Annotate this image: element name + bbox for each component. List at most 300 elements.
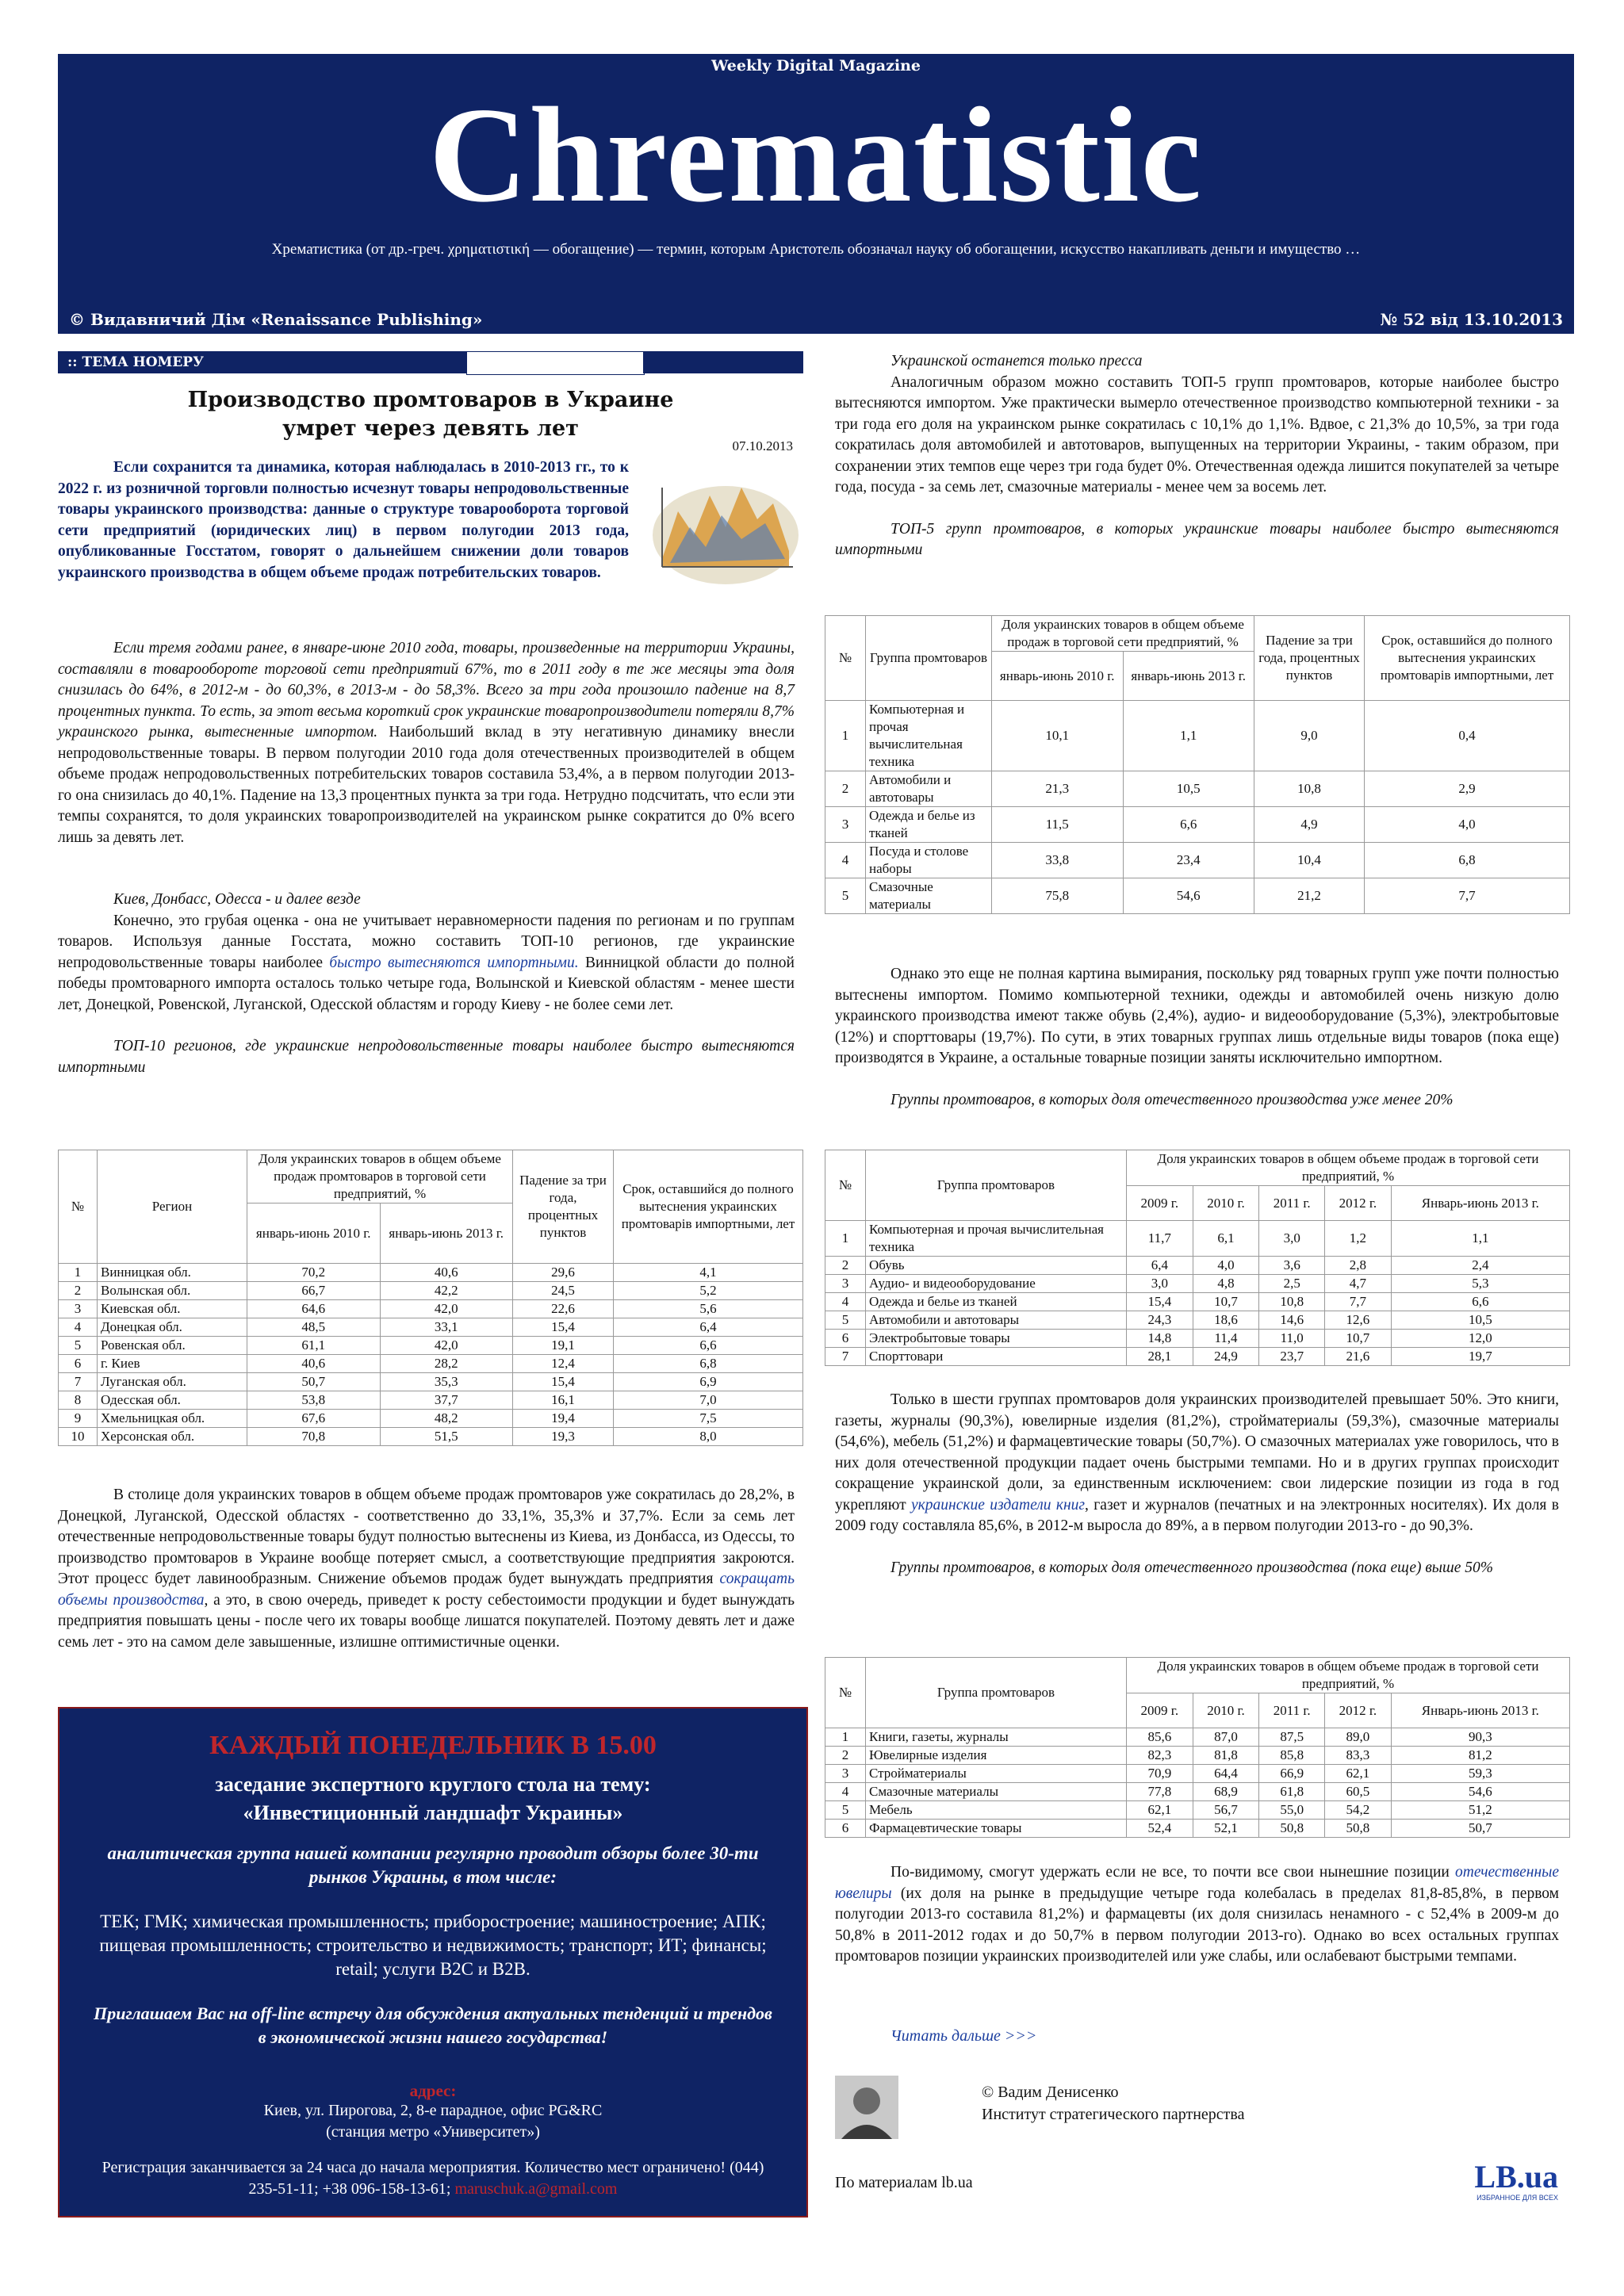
article-date: 07.10.2013 xyxy=(732,438,793,453)
masthead-description: Хрематистика (от др.-греч. χρηματιστική — обогащение) — термин, которым Аристотель обозначал науку об обогащении, искусство накапливать деньги и имущество … xyxy=(271,241,1361,258)
article-title-line1: Производство промтоваров в Украине xyxy=(187,388,674,412)
th-share: Доля украинских товаров в общем объеме продаж в торговой сети предприятий, % xyxy=(992,616,1254,652)
table-cell: 11,5 xyxy=(992,807,1124,843)
table-cell: 8 xyxy=(59,1391,98,1410)
table-cell: 89,0 xyxy=(1325,1728,1392,1747)
paragraph-5: Однако это еще не полная картина вымирания, поскольку ряд товарных групп уже почти полностью вытеснены импортом. Помимо компьютерной техники, одежды и автомобилей очень низкую долю украинского производства имеют также обувь (2,4%), аудио- и видеооборудование (5,3%), электробытовые (12%) и спорттовары (19,7%). По сути, в этих товарных группах лишь отдельные виды товаров (пока еще) производятся в Украине, а остальные товарные позиции заняты исключительно импортном. xyxy=(835,966,1559,1066)
table-cell: 3 xyxy=(825,1275,866,1293)
table-cell: 6,6 xyxy=(614,1337,803,1355)
table-row xyxy=(825,1275,1570,1293)
table-cell: 10,8 xyxy=(1259,1293,1325,1311)
table-cell: 12,0 xyxy=(1391,1330,1569,1348)
table-cell: 15,4 xyxy=(513,1318,614,1337)
table-cell: Аудио- и видеооборудование xyxy=(866,1275,1127,1293)
table-cell: 81,2 xyxy=(1391,1747,1569,1765)
article-illustration xyxy=(646,464,805,591)
table-cell: Фармацевтические товары xyxy=(866,1820,1127,1838)
promo-address1: Киев, ул. Пирогова, 2, 8-е парадное, офис PG&RC xyxy=(263,2102,603,2119)
paragraph-6b: , газет и журналов (печатных и на электронных носителях). Их доля в 2009 году составляла 85,6%, в 2012-м выросла до 89%, а в первом полугодии 2013-го - до 90,3%. xyxy=(835,1496,1560,1534)
table-regions xyxy=(58,1150,803,1446)
table-cell: 4,7 xyxy=(1325,1275,1392,1293)
th-year1: январь-июнь 2010 г. xyxy=(247,1203,381,1264)
paragraph-1-rest: Наибольший вклад в эту негативную динамику внесли непродовольственные товары. В первом полугодии 2010 года доля отечественных производителей в общем объеме продаж непродовольственных потребительских товаров составила 53,4%, а в первом полугодии 2013-го она снизилась до 40,1%. Падение на 13,3 процентных пункта за три года. Нетрудно подсчитать, что если эти темпы сохранятся, то доля украинских товаропроизводителей на украинском рынке сократится до 0% всего лишь за девять лет. xyxy=(58,724,795,846)
table-cell: 54,2 xyxy=(1325,1801,1392,1820)
paragraph-2b: Винницкой области до полной победы промтоварного импорта осталось только четыре года, Волынской и Киевской областям - менее шести лет, Донецкой, Ровенской, Луганской, Одесской областям и городу Киеву - не более семи лет. xyxy=(58,954,795,1013)
table-cell: 4,0 xyxy=(1193,1257,1259,1275)
table-row xyxy=(825,1221,1570,1257)
table-cell: 4,8 xyxy=(1193,1275,1259,1293)
table-row xyxy=(825,1330,1570,1348)
table-cell: 19,4 xyxy=(513,1410,614,1428)
th-share: Доля украинских товаров в общем объеме продаж в торговой сети предприятий, % xyxy=(1127,1658,1570,1693)
caption-table3: Группы промтоваров, в которых доля отечественного производства уже менее 20% xyxy=(891,1091,1454,1108)
link-publishers[interactable]: украинские издатели книг xyxy=(911,1496,1086,1513)
link-jewelers[interactable]: отечественные ювелиры xyxy=(835,1864,1559,1902)
table-cell: 4 xyxy=(825,1783,866,1801)
table-regions-body xyxy=(59,1264,803,1446)
table-cell: 7,7 xyxy=(1365,878,1570,914)
table-cell: 19,3 xyxy=(513,1428,614,1446)
author-photo xyxy=(835,2076,898,2139)
table-cell: 6 xyxy=(825,1330,866,1348)
table-cell: 66,7 xyxy=(247,1282,381,1300)
table-cell: 6,4 xyxy=(1127,1257,1193,1275)
author-org: Институт стратегического партнерства xyxy=(982,2106,1245,2123)
section-tab xyxy=(58,351,466,373)
author-block xyxy=(982,2081,1244,2126)
table-cell: 54,6 xyxy=(1391,1783,1569,1801)
promo-address xyxy=(91,2100,775,2143)
table-cell: Электробытовые товары xyxy=(866,1330,1127,1348)
table-cell: 1,1 xyxy=(1391,1221,1569,1257)
table-cell: 9,0 xyxy=(1254,701,1365,771)
table-cell: Донецкая обл. xyxy=(98,1318,247,1337)
table-cell: Стройматериалы xyxy=(866,1765,1127,1783)
table-cell: 37,7 xyxy=(380,1391,513,1410)
table-cell: Посуда и столове наборы xyxy=(866,843,992,878)
th-term: Срок, оставшийся до полного вытеснения украинских промтоварів импортными, лет xyxy=(1365,616,1570,701)
table-cell: 82,3 xyxy=(1127,1747,1193,1765)
table-cell: 4,1 xyxy=(614,1264,803,1282)
table-cell: 85,8 xyxy=(1259,1747,1325,1765)
th-year: 2009 г. xyxy=(1127,1693,1193,1728)
table-cell: Ювелирные изделия xyxy=(866,1747,1127,1765)
table-cell: 60,5 xyxy=(1325,1783,1392,1801)
table-cell: 62,1 xyxy=(1127,1801,1193,1820)
table-cell: 50,8 xyxy=(1259,1820,1325,1838)
table-cell: 54,6 xyxy=(1123,878,1254,914)
table-cell: 1 xyxy=(825,1221,866,1257)
promo-headline: КАЖДЫЙ ПОНЕДЕЛЬНИК В 15.00 xyxy=(209,1731,657,1760)
th-year: Январь-июнь 2013 г. xyxy=(1391,1693,1569,1728)
table-cell: 10,5 xyxy=(1391,1311,1569,1330)
right-column-body-2 xyxy=(835,964,1559,1111)
promo-address2: (станция метро «Университет») xyxy=(326,2123,540,2141)
table-cell: 6,6 xyxy=(1391,1293,1569,1311)
table-cell: 3 xyxy=(825,807,866,843)
table-cell: 2,5 xyxy=(1259,1275,1325,1293)
table-cell: 3 xyxy=(825,1765,866,1783)
table-above50-body xyxy=(825,1728,1570,1838)
table-row xyxy=(825,1765,1570,1783)
caption-table2: ТОП-5 групп промтоваров, в которых украинские товары наиболее быстро вытесняются импортными xyxy=(835,520,1559,558)
table-cell: Киевская обл. xyxy=(98,1300,247,1318)
paragraph-3a: В столице доля украинских товаров в общем объеме продаж промтоваров уже сократилась до 28,2%, в Донецкой, Луганской, Одесской областях - соответственно до 33,1%, 35,3% и 37,7%. Если за семь лет отечественные непродовольственные товары будут полностью вытеснены из Киева, из Донбасса, из Одессы, то производство промтоваров в Украине вообще потеряет смысл, а соответствующие предприятия закроются. Этот процесс будет лавинообразным. Снижение объемов продаж будет вынуждать предприятия xyxy=(58,1487,795,1587)
table-cell: 11,4 xyxy=(1193,1330,1259,1348)
table-cell: Смазочные материалы xyxy=(866,1783,1127,1801)
promo-reg-text: Регистрация заканчивается за 24 часа до начала мероприятия. Количество мест ограничено! (044) 235-51-11; +38 096-158-13-61; xyxy=(102,2159,764,2198)
table-cell: 4,9 xyxy=(1254,807,1365,843)
right-column-body-4 xyxy=(835,1862,1559,1968)
table-above50 xyxy=(825,1657,1570,1838)
subheading-2: Украинской останется только пресса xyxy=(891,353,1143,369)
promo-registration xyxy=(91,2157,775,2200)
promo-invite: Приглашаем Вас на off-line встречу для обсуждения актуальных тенденций и трендов в экономической жизни нашего государства! xyxy=(94,2003,772,2047)
table-cell: 22,6 xyxy=(513,1300,614,1318)
table-cell: 9 xyxy=(59,1410,98,1428)
table-cell: 11,7 xyxy=(1127,1221,1193,1257)
table-cell: 40,6 xyxy=(247,1355,381,1373)
table-cell: 29,6 xyxy=(513,1264,614,1282)
table-row xyxy=(59,1318,803,1337)
table-cell: 5 xyxy=(825,878,866,914)
table-cell: 50,7 xyxy=(247,1373,381,1391)
table-row xyxy=(825,1257,1570,1275)
table-cell: Одежда и белье из тканей xyxy=(866,807,992,843)
author-name: © Вадим Денисенко xyxy=(982,2084,1119,2101)
table-row xyxy=(825,843,1570,878)
publisher-name: © Видавничий Дім «Renaissance Publishing» xyxy=(69,310,483,329)
table-cell: 50,8 xyxy=(1325,1820,1392,1838)
section-tab-end xyxy=(643,351,803,373)
th-year2: январь-июнь 2013 г. xyxy=(380,1203,513,1264)
table-cell: 5,3 xyxy=(1391,1275,1569,1293)
promo-box xyxy=(58,1707,808,2218)
th-no: № xyxy=(825,1150,866,1221)
table-row xyxy=(825,1747,1570,1765)
table-cell: 85,6 xyxy=(1127,1728,1193,1747)
table-row xyxy=(59,1337,803,1355)
table-below20-body xyxy=(825,1221,1570,1366)
table-cell: 1 xyxy=(825,1728,866,1747)
table-cell: 28,1 xyxy=(1127,1348,1193,1366)
caption-table1: ТОП-10 регионов, где украинские непродовольственные товары наиболее быстро вытесняются импортными xyxy=(58,1038,795,1076)
table-cell: 6,6 xyxy=(1123,807,1254,843)
table-cell: 5,6 xyxy=(614,1300,803,1318)
table-cell: 35,3 xyxy=(380,1373,513,1391)
table-cell: 70,8 xyxy=(247,1428,381,1446)
table-cell: 16,1 xyxy=(513,1391,614,1410)
table-cell: Автомобили и автотовары xyxy=(866,771,992,807)
table-cell: 10,5 xyxy=(1123,771,1254,807)
right-column-body xyxy=(835,351,1559,561)
table-cell: 2,8 xyxy=(1325,1257,1392,1275)
table-cell: Луганская обл. xyxy=(98,1373,247,1391)
th-share: Доля украинских товаров в общем объеме продаж промтоваров в торговой сети предприятий, % xyxy=(247,1150,513,1203)
table-cell: Обувь xyxy=(866,1257,1127,1275)
lb-ua-logo-text: LB.ua xyxy=(1474,2159,1558,2195)
table-cell: 14,8 xyxy=(1127,1330,1193,1348)
table-cell: 42,0 xyxy=(380,1337,513,1355)
th-year: 2012 г. xyxy=(1325,1186,1392,1221)
table-cell: 24,9 xyxy=(1193,1348,1259,1366)
table-cell: Смазочные материалы xyxy=(866,878,992,914)
lb-ua-logo[interactable] xyxy=(1463,2160,1558,2208)
th-group: Группа промтоваров xyxy=(866,1658,1127,1728)
table-cell: 15,4 xyxy=(513,1373,614,1391)
table-cell: 4 xyxy=(825,843,866,878)
table-cell: 3 xyxy=(59,1300,98,1318)
table-cell: 6,8 xyxy=(614,1355,803,1373)
table-row xyxy=(825,1820,1570,1838)
table-cell: 5,2 xyxy=(614,1282,803,1300)
paragraph-3b: , а это, в свою очередь, приведет к росту себестоимости продукции и будет вынуждать предприятия повышать цены - после чего их товары вообще лишатся покупателей. Поэтому девять лет и даже семь лет - это на самом деле завышенные, излишне оптимистичные оценки. xyxy=(58,1591,795,1651)
th-year1: январь-июнь 2010 г. xyxy=(992,652,1124,701)
table-cell: 70,2 xyxy=(247,1264,381,1282)
table-cell: 3,0 xyxy=(1259,1221,1325,1257)
table-cell: 3,6 xyxy=(1259,1257,1325,1275)
table-cell: 67,6 xyxy=(247,1410,381,1428)
table-cell: 7,5 xyxy=(614,1410,803,1428)
table-cell: Мебель xyxy=(866,1801,1127,1820)
article-lead: Если сохранится та динамика, которая наблюдалась в 2010-2013 гг., то к 2022 г. из розничной торговли полностью исчезнут товары непродовольственные товары украинского производства: данные о структуре товарооборота торговой сети предприятий (юридических лиц) в первом полугодии 2013 года, опубликованные Госстатом, говорят о дальнейшем снижении доли товаров украинского производства в общем объеме продаж потребительских товаров. xyxy=(58,459,629,581)
table-cell: 77,8 xyxy=(1127,1783,1193,1801)
table-cell: 75,8 xyxy=(992,878,1124,914)
table-row xyxy=(59,1410,803,1428)
table-cell: 1,2 xyxy=(1325,1221,1392,1257)
right-column-body-3 xyxy=(835,1390,1559,1578)
table-cell: 6,9 xyxy=(614,1373,803,1391)
table-cell: Компьютерная и прочая вычислительная техника xyxy=(866,1221,1127,1257)
section-tab-spacer xyxy=(466,351,645,375)
table-cell: 48,2 xyxy=(380,1410,513,1428)
table-top5-body xyxy=(825,701,1570,914)
table-cell: 66,9 xyxy=(1259,1765,1325,1783)
table-cell: 33,1 xyxy=(380,1318,513,1337)
th-no: № xyxy=(59,1150,98,1264)
table-row xyxy=(59,1391,803,1410)
table-cell: 42,0 xyxy=(380,1300,513,1318)
table-cell: 7,0 xyxy=(614,1391,803,1410)
paragraph-6a: Только в шести группах промтоваров доля украинских производителей превышает 50%. Это книги, газеты, журналы (90,3%), ювелирные изделия (81,2%), стройматериалы (59,3%), смазочные материалы (54,6%), мебель (51,2%) и фармацевтические товары (50,7%). О смазочных материалах уже говорилось, что в них доля отечественной продукции падает очень быстрыми темпами. Но и в других группах происходит сокращение украинской доли, за единственным исключением: свои лидерские позиции из года в год укрепляют xyxy=(835,1391,1559,1513)
table-cell: 6,8 xyxy=(1365,843,1570,878)
table-cell: 2,9 xyxy=(1365,771,1570,807)
paragraph-2a: Конечно, это грубая оценка - она не учитывает неравномерности падения по регионам и по группам товаров. Используя данные Госстата, можно составить ТОП-10 регионов, где украинские непродовольственные товары наиболее xyxy=(58,912,795,971)
table-cell: Волынская обл. xyxy=(98,1282,247,1300)
table-row xyxy=(825,1728,1570,1747)
table-row xyxy=(825,878,1570,914)
table-cell: 52,1 xyxy=(1193,1820,1259,1838)
table-cell: 61,1 xyxy=(247,1337,381,1355)
th-no: № xyxy=(825,616,866,701)
table-cell: Книги, газеты, журналы xyxy=(866,1728,1127,1747)
article-title xyxy=(58,386,803,443)
paragraph-4: Аналогичным образом можно составить ТОП-5 групп промтоваров, которые наиболее быстро вытесняются импортом. Уже практически вымерло отечественное производство компьютерной техники - за три года его доля на украинском рынке сократилась с 10,1% до 1,1%. Вдвое, с 21,3% до 10,5%, за три года сократилась доля автомобилей и автотоваров, выпущенных на территории Украины, - таким образом, при сохранении этих темпов еще через три года будет 0%. Отечественная одежда лишится покупателей за четыре года, посуда - за семь лет, смазочные материалы - менее чем за восемь лет. xyxy=(835,373,1559,496)
promo-subtitle xyxy=(59,1770,806,1827)
th-year: 2009 г. xyxy=(1127,1186,1193,1221)
th-drop: Падение за три года, процентных пунктов xyxy=(513,1150,614,1264)
source-note: По материалам lb.ua xyxy=(835,2174,973,2191)
th-year: 2010 г. xyxy=(1193,1186,1259,1221)
table-cell: 10,7 xyxy=(1193,1293,1259,1311)
table-cell: 11,0 xyxy=(1259,1330,1325,1348)
table-cell: 19,1 xyxy=(513,1337,614,1355)
table-cell: 7 xyxy=(825,1348,866,1366)
table-cell: 48,5 xyxy=(247,1318,381,1337)
table-cell: Компьютерная и прочая вычислительная техника xyxy=(866,701,992,771)
table-cell: 10,8 xyxy=(1254,771,1365,807)
table-cell: 62,1 xyxy=(1325,1765,1392,1783)
table-cell: Хмельницкая обл. xyxy=(98,1410,247,1428)
table-cell: г. Киев xyxy=(98,1355,247,1373)
table-cell: 1,1 xyxy=(1123,701,1254,771)
table-below20 xyxy=(825,1150,1570,1366)
table-row xyxy=(825,807,1570,843)
table-cell: 10,1 xyxy=(992,701,1124,771)
table-cell: 70,9 xyxy=(1127,1765,1193,1783)
table-row xyxy=(825,1783,1570,1801)
table-row xyxy=(59,1355,803,1373)
table-cell: 21,2 xyxy=(1254,878,1365,914)
table-cell: 28,2 xyxy=(380,1355,513,1373)
table-cell: 14,6 xyxy=(1259,1311,1325,1330)
table-cell: 33,8 xyxy=(992,843,1124,878)
th-year: Январь-июнь 2013 г. xyxy=(1391,1186,1569,1221)
table-cell: 56,7 xyxy=(1193,1801,1259,1820)
th-group: Группа промтоваров xyxy=(866,1150,1127,1221)
table-row xyxy=(825,1801,1570,1820)
table-cell: 15,4 xyxy=(1127,1293,1193,1311)
read-more-link[interactable]: Читать дальше >>> xyxy=(891,2027,1037,2045)
table-cell: 7 xyxy=(59,1373,98,1391)
table-cell: Одежда и белье из тканей xyxy=(866,1293,1127,1311)
table-cell: 19,7 xyxy=(1391,1348,1569,1366)
table-cell: 51,2 xyxy=(1391,1801,1569,1820)
table-row xyxy=(825,771,1570,807)
magazine-logo[interactable]: Chrematistic xyxy=(428,80,1204,231)
table-row xyxy=(59,1264,803,1282)
table-cell: 1 xyxy=(59,1264,98,1282)
promo-email-link[interactable]: maruschuk.a@gmail.com xyxy=(454,2180,618,2198)
table-cell: 7,7 xyxy=(1325,1293,1392,1311)
masthead xyxy=(58,54,1574,304)
promo-markets: ТЕК; ГМК; химическая промышленность; приборостроение; машиностроение; АПК; пищевая промышленность; строительство и недвижимость; транспорт; ИТ; финансы; retail; услуги B2C и B2B. xyxy=(99,1911,767,1979)
table-row xyxy=(825,701,1570,771)
table-cell: 6 xyxy=(825,1820,866,1838)
table-cell: 0,4 xyxy=(1365,701,1570,771)
th-drop: Падение за три года, процентных пунктов xyxy=(1254,616,1365,701)
promo-line4: аналитическая группа нашей компании регулярно проводит обзоры более 30-ти рынков Украины, в том числе: xyxy=(107,1843,759,1887)
table-cell: 10 xyxy=(59,1428,98,1446)
table-cell: 10,7 xyxy=(1325,1330,1392,1348)
table-cell: 42,2 xyxy=(380,1282,513,1300)
table-cell: 64,6 xyxy=(247,1300,381,1318)
th-year2: январь-июнь 2013 г. xyxy=(1123,652,1254,701)
table-cell: 83,3 xyxy=(1325,1747,1392,1765)
table-cell: 51,5 xyxy=(380,1428,513,1446)
table-cell: 23,7 xyxy=(1259,1348,1325,1366)
table-cell: 21,6 xyxy=(1325,1348,1392,1366)
table-cell: 5 xyxy=(825,1801,866,1820)
section-label: :: ТЕМА НОМЕРУ xyxy=(67,354,204,370)
table-row xyxy=(825,1311,1570,1330)
table-cell: 3,0 xyxy=(1127,1275,1193,1293)
table-cell: 24,3 xyxy=(1127,1311,1193,1330)
table-cell: 4 xyxy=(825,1293,866,1311)
table-cell: 40,6 xyxy=(380,1264,513,1282)
table-cell: 59,3 xyxy=(1391,1765,1569,1783)
promo-line2: заседание экспертного круглого стола на тему: xyxy=(215,1773,651,1796)
table-cell: 12,4 xyxy=(513,1355,614,1373)
table-cell: 2 xyxy=(59,1282,98,1300)
th-year: 2011 г. xyxy=(1259,1186,1325,1221)
table-cell: 10,4 xyxy=(1254,843,1365,878)
table-cell: 50,7 xyxy=(1391,1820,1569,1838)
table-cell: 6,1 xyxy=(1193,1221,1259,1257)
paragraph-1-italic: Если тремя годами ранее, в январе-июне 2010 года, товары, произведенные на территории Украины, составляли в товарообороте торговой сети предприятий 67%, то в 2011 году в те же месяцы эта доля снизилась до 64%, в 2012-м - до 60,3%, в 2013-м - до 58,3%. Всего за три года произошло падение на 8,7 процентных пункта. То есть, за этот весьма короткий срок украинские товаропроизводители потеряли 8,7% украинского рынка, вытесненные импортом. xyxy=(58,640,795,740)
table-cell: Одесская обл. xyxy=(98,1391,247,1410)
table-cell: 6 xyxy=(59,1355,98,1373)
table-cell: 23,4 xyxy=(1123,843,1254,878)
issue-number: № 52 від 13.10.2013 xyxy=(1380,310,1563,329)
table-cell: Автомобили и автотовары xyxy=(866,1311,1127,1330)
left-column-body xyxy=(58,638,795,1078)
table-cell: 21,3 xyxy=(992,771,1124,807)
table-cell: Ровенская обл. xyxy=(98,1337,247,1355)
table-cell: 5 xyxy=(825,1311,866,1330)
left-column-body-2 xyxy=(58,1485,795,1653)
table-cell: 6,4 xyxy=(614,1318,803,1337)
table-cell: 68,9 xyxy=(1193,1783,1259,1801)
th-year: 2011 г. xyxy=(1259,1693,1325,1728)
table-cell: 64,4 xyxy=(1193,1765,1259,1783)
table-row xyxy=(825,1293,1570,1311)
caption-table4: Группы промтоваров, в которых доля отечественного производства (пока еще) выше 50% xyxy=(891,1559,1494,1576)
table-cell: 90,3 xyxy=(1391,1728,1569,1747)
table-cell: 87,0 xyxy=(1193,1728,1259,1747)
table-cell: 2 xyxy=(825,771,866,807)
table-cell: 2 xyxy=(825,1257,866,1275)
table-cell: 12,6 xyxy=(1325,1311,1392,1330)
table-cell: 4 xyxy=(59,1318,98,1337)
table-row xyxy=(825,1348,1570,1366)
table-row xyxy=(59,1282,803,1300)
promo-line3: «Инвестиционный ландшафт Украины» xyxy=(243,1801,623,1824)
table-cell: 5 xyxy=(59,1337,98,1355)
paragraph-7a: По-видимому, смогут удержать если не все, то почти все свои нынешние позиции xyxy=(891,1864,1455,1881)
th-term: Срок, оставшийся до полного вытеснения украинских промтоварів импортными, лет xyxy=(614,1150,803,1264)
table-row xyxy=(59,1300,803,1318)
publisher-bar xyxy=(58,304,1574,334)
subheading-1: Киев, Донбасс, Одесса - и далее везде xyxy=(113,891,361,908)
link-cut-production[interactable]: сокращать объемы производства xyxy=(58,1571,795,1609)
table-cell: 2 xyxy=(825,1747,866,1765)
table-cell: 1 xyxy=(825,701,866,771)
th-region: Регион xyxy=(98,1150,247,1264)
table-cell: 18,6 xyxy=(1193,1311,1259,1330)
table-top5 xyxy=(825,615,1570,914)
table-cell: Спорттовари xyxy=(866,1348,1127,1366)
table-row xyxy=(59,1373,803,1391)
table-cell: Херсонская обл. xyxy=(98,1428,247,1446)
table-cell: 81,8 xyxy=(1193,1747,1259,1765)
masthead-kicker: Weekly Digital Magazine xyxy=(711,57,921,75)
link-fast-displaced[interactable]: быстро вытесняются импортными. xyxy=(329,954,579,971)
table-cell: 2,4 xyxy=(1391,1257,1569,1275)
th-year: 2010 г. xyxy=(1193,1693,1259,1728)
table-cell: 52,4 xyxy=(1127,1820,1193,1838)
article-title-line2: умрет через девять лет xyxy=(282,416,579,441)
